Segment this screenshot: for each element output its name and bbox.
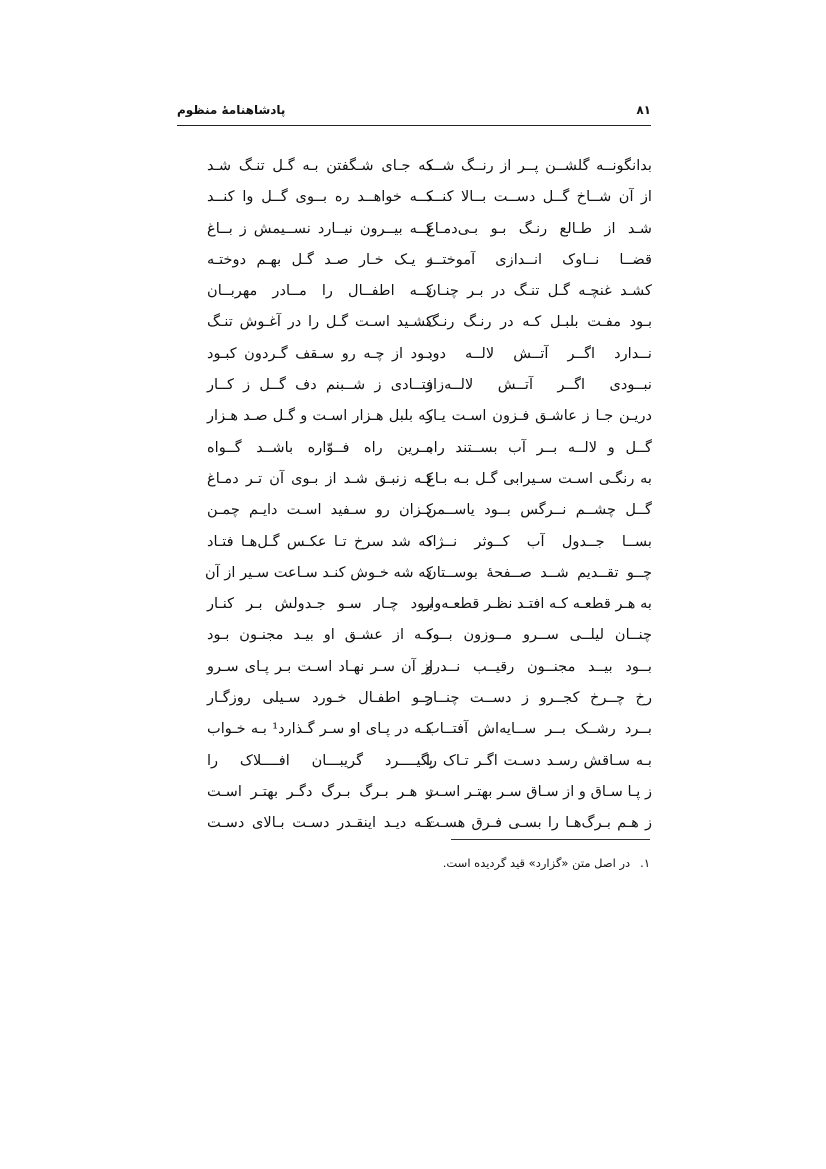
verse-line-left: چـو اطفـال خـورد سـیلی روزگـار [207,689,433,707]
verse-line-left: بگیــــرد گریبـــان افــــلاک را [207,751,433,769]
verse-line-left: کـه از عشـق او بیـد مجنـون بـود [207,626,433,644]
footnote-divider [451,839,650,840]
verse-line-left: بـود از چـه رو سـقف گـردون کبـود [207,344,433,362]
verse-line-left: ز هـر بـرگ بـرگ دگـر بهتـر اسـت [207,782,433,800]
verse-line-left: که شه خـوش کنـد سـاعت سـیر از آن [204,563,433,581]
verse-line-right: شـد از طـالع رنـگ بـو بـی‌دمـاغ [426,219,652,237]
verse-line-left: کــه بیــرون نیــارد نســیمش ز بــاغ [207,219,433,237]
verse-line-left: ز یـک خـار صـد گـل بهـم دوختـه [207,250,433,268]
verse-line-left: کـه دیـد اینقـدر دسـت بـالای دسـت [207,814,433,832]
verse-line-right: ز هـم بـرگ‌هـا را بسـی فـرق هسـت [426,814,652,832]
verse-line-right: به رنگـی اسـت سـیرابی گـل بـه بـاغ [426,469,652,487]
verse-column-left [204,150,434,839]
verse-line-left: فتــادی ز شــبنم دف گــل ز کــار [207,376,433,394]
verse-line-right: رخ چــرخ کجــرو ز دســت چنــار [426,689,652,707]
verse-line-right: گــل چشــم نــرگس بــود یاســمن [426,501,652,519]
verse-line-left: کــه اطفــال را مــادر مهربــان [207,282,433,300]
verse-line-right: از آن شــاخ گــل دســت بــالا کنــد [426,188,652,206]
footnote [190,856,650,870]
footnote-text: در اصل متن «گزارد» قید گردیده است. [442,856,631,870]
verse-line-right: چــو تقــدیم شــد صــفحهٔ بوســتان [426,563,652,581]
verse-line-right: کشـد غنچـه گـل تنـگ در بـر چنـان [426,282,652,300]
verse-line-left: کــه خواهــد ره بــوی گــل وا کنــد [207,188,433,206]
verse-line-left: کـه زنبـق شـد از بـوی آن تـر دمـاغ [207,469,433,487]
verse-line-right: قضــا نــاوک انــدازی آموختــه [426,250,652,268]
verse-line-left: کشـید اسـت گـل را در آغـوش تنـگ [207,313,433,331]
page-number: ۸۱ [636,103,651,117]
verse-line-right: چنــان لیلــی ســرو مــوزون بــود [426,626,652,644]
running-header [177,103,651,126]
verse-line-right: ز پـا سـاق و از سـاق سـر بهتـر اسـت [425,782,652,800]
verse-line-right: نبــودی اگــر آتــش لالــه‌زار [426,376,652,394]
book-title: پادشاهنامهٔ منظوم [177,103,286,117]
verse-line-left: بـود چـار سـو جـدولش بـر کنـار [207,595,433,613]
verse-line-right: نــدارد اگــر آتــش لالــه دود [426,344,652,362]
verse-line-right: به هـر قطعـه کـه افتـد نظـر قطعـه‌وار [423,595,652,613]
verse-line-right: بســا جــدول آب کــوثر نــژاد [426,532,652,550]
verse-line-right: دریـن جـا ز عاشـق فـزون اسـت یـار [426,407,652,425]
verse-line-left: که شد سرخ تـا عکـس گـل‌هـا فتـاد [207,532,433,550]
verse-line-left: کـزان رو سـفید اسـت دایـم چمـن [207,501,433,519]
verse-line-left: بــرین راه فــوّاره باشــد گــواه [207,438,433,456]
footnote-number: ۱. [640,856,650,870]
verse-line-right: بــرد رشــک بــر ســایه‌اش آفتــاب [426,720,652,738]
verse-line-right: بــود بیــد مجنــون رقیــب نــدرو [426,657,652,675]
verse-line-right: گــل و لالــه بــر آب بســتند راه [426,438,652,456]
verse-line-left: که بلبل هـزار اسـت و گـل صـد هـزار [207,407,433,425]
verse-column-right [423,150,652,839]
verse-line-right: بـه سـاقش رسـد دسـت اگـر تـاک را [426,751,652,769]
verse-line-right: بدانگونــه گلشــن پــر از رنــگ شــد [426,157,652,174]
verse-line-right: بـود مفـت بلبـل کـه در رنـگ رنـگ [426,313,652,331]
verse-line-left: از آن سـر نهـاد اسـت بـر پـای سـرو [207,657,433,675]
verse-line-left: که جـای شـگفتن بـه گـل تنـگ شـد [207,157,433,174]
verse-line-left: کـه در پـای او سـر گـذارد¹ بـه خـواب [207,720,434,738]
